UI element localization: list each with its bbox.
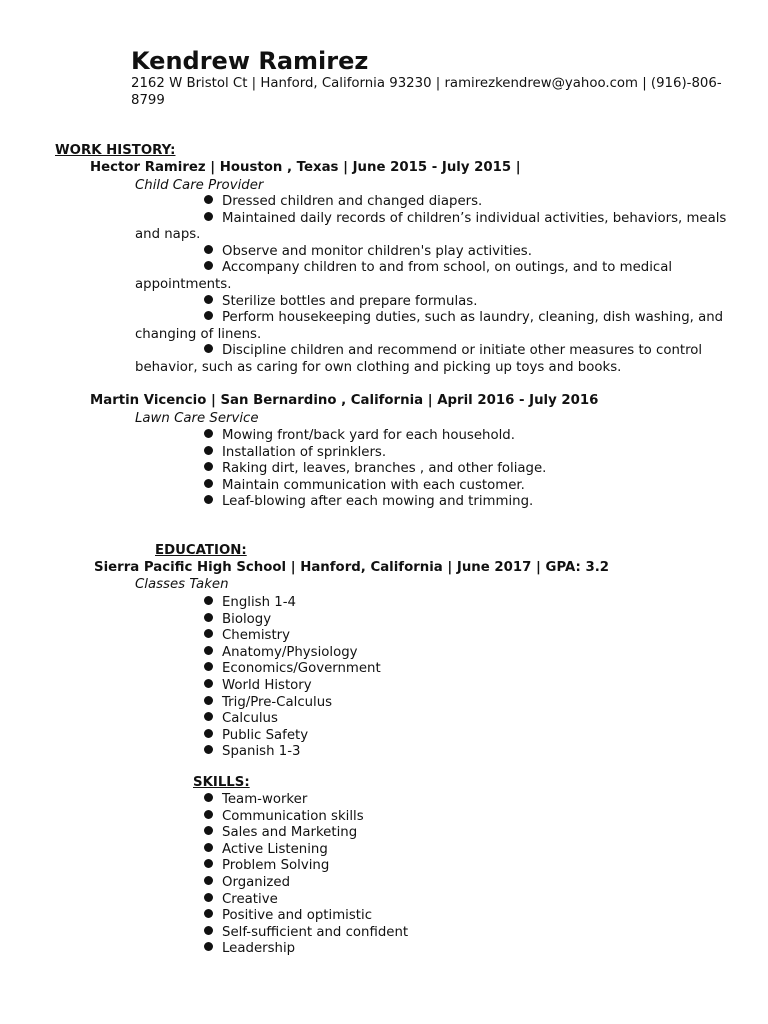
bullet-icon bbox=[204, 729, 213, 738]
job-heading: Hector Ramirez | Houston , Texas | June 2015 - July 2015 | bbox=[90, 160, 521, 175]
bullet-icon bbox=[204, 479, 213, 488]
list-item: Calculus bbox=[204, 711, 381, 728]
contact-line: 2162 W Bristol Ct | Hanford, California 93230 | ramirezkendrew@yahoo.com | (916)-806-8799 bbox=[131, 76, 722, 108]
list-item: Biology bbox=[204, 612, 381, 629]
list-item: Communication skills bbox=[204, 809, 408, 826]
bullet-icon bbox=[204, 212, 213, 221]
list-item: Maintained daily records of children’s individual activities, behaviors, meals and naps. bbox=[135, 210, 727, 243]
bullet-icon bbox=[204, 793, 213, 802]
bullet-icon bbox=[204, 344, 213, 353]
list-item: Creative bbox=[204, 892, 408, 909]
bullet-icon bbox=[204, 826, 213, 835]
bullet-icon bbox=[204, 909, 213, 918]
list-item: Leaf-blowing after each mowing and trimming. bbox=[135, 494, 735, 511]
school-heading: Sierra Pacific High School | Hanford, California | June 2017 | GPA: 3.2 bbox=[94, 560, 610, 575]
bullet-icon bbox=[204, 629, 213, 638]
bullet-icon bbox=[204, 195, 213, 204]
job-duties-list bbox=[135, 428, 735, 511]
list-item: Public Safety bbox=[204, 728, 381, 745]
list-item: Organized bbox=[204, 875, 408, 892]
education-title: EDUCATION: bbox=[155, 543, 247, 558]
work-history-title: WORK HISTORY: bbox=[55, 143, 176, 158]
list-item: Economics/Government bbox=[204, 661, 381, 678]
list-item: Chemistry bbox=[204, 628, 381, 645]
list-item: Dressed children and changed diapers. bbox=[135, 194, 735, 211]
skills-list bbox=[204, 792, 408, 958]
list-item: Maintain communication with each customer. bbox=[135, 478, 735, 495]
job-role: Lawn Care Service bbox=[135, 411, 259, 426]
bullet-icon bbox=[204, 843, 213, 852]
bullet-icon bbox=[204, 596, 213, 605]
list-item: World History bbox=[204, 678, 381, 695]
list-item: Accompany children to and from school, on outings, and to medical appointments. bbox=[135, 260, 673, 292]
bullet-icon bbox=[204, 646, 213, 655]
bullet-icon bbox=[204, 859, 213, 868]
bullet-icon bbox=[204, 696, 213, 705]
list-item: Sales and Marketing bbox=[204, 825, 408, 842]
bullet-icon bbox=[204, 662, 213, 671]
list-item: Discipline children and recommend or initiate other measures to control behavior, such as caring for own clothing and picking up toys and books. bbox=[135, 343, 703, 375]
bullet-icon bbox=[204, 810, 213, 819]
bullet-icon bbox=[204, 712, 213, 721]
bullet-icon bbox=[204, 942, 213, 951]
list-item: Raking dirt, leaves, branches , and other foliage. bbox=[135, 461, 735, 478]
bullet-icon bbox=[204, 311, 213, 320]
bullet-icon bbox=[204, 462, 213, 471]
bullet-icon bbox=[204, 261, 213, 270]
list-item: Positive and optimistic bbox=[204, 908, 408, 925]
job-role: Child Care Provider bbox=[135, 178, 264, 193]
list-item: Anatomy/Physiology bbox=[204, 645, 381, 662]
job-duties-list bbox=[135, 194, 735, 377]
skills-title: SKILLS: bbox=[193, 775, 250, 790]
bullet-icon bbox=[204, 876, 213, 885]
list-item: Leadership bbox=[204, 941, 408, 958]
resume-name: Kendrew Ramirez bbox=[131, 47, 369, 75]
list-item: English 1-4 bbox=[204, 595, 381, 612]
list-item: Observe and monitor children's play activities. bbox=[135, 244, 735, 261]
bullet-icon bbox=[204, 926, 213, 935]
bullet-icon bbox=[204, 446, 213, 455]
bullet-icon bbox=[204, 893, 213, 902]
bullet-icon bbox=[204, 613, 213, 622]
bullet-icon bbox=[204, 495, 213, 504]
list-item: Team-worker bbox=[204, 792, 408, 809]
job-heading: Martin Vicencio | San Bernardino , California | April 2016 - July 2016 bbox=[90, 393, 599, 408]
list-item: Mowing front/back yard for each household. bbox=[135, 428, 735, 445]
list-item: Problem Solving bbox=[204, 858, 408, 875]
bullet-icon bbox=[204, 245, 213, 254]
bullet-icon bbox=[204, 679, 213, 688]
list-item: Perform housekeeping duties, such as laundry, cleaning, dish washing, and changing of linens. bbox=[135, 310, 724, 342]
list-item: Self-sufficient and confident bbox=[204, 925, 408, 942]
list-item: Installation of sprinklers. bbox=[135, 445, 735, 462]
list-item: Sterilize bottles and prepare formulas. bbox=[135, 294, 735, 311]
list-item: Spanish 1-3 bbox=[204, 744, 381, 761]
list-item: Active Listening bbox=[204, 842, 408, 859]
bullet-icon bbox=[204, 745, 213, 754]
list-item: Trig/Pre-Calculus bbox=[204, 695, 381, 712]
bullet-icon bbox=[204, 295, 213, 304]
classes-subtitle: Classes Taken bbox=[135, 577, 229, 592]
classes-list bbox=[204, 595, 381, 761]
bullet-icon bbox=[204, 429, 213, 438]
